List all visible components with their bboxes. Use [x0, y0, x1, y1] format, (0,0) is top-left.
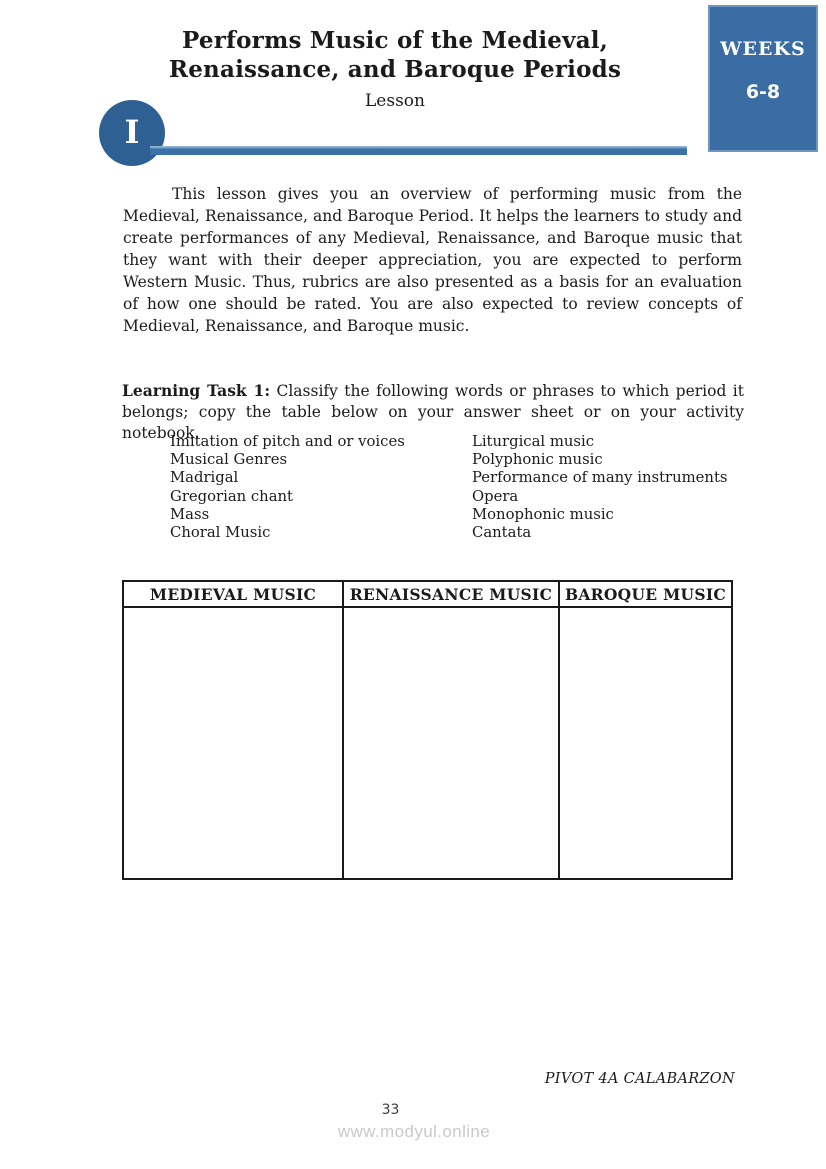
word-bank-item: Liturgical music: [472, 433, 595, 450]
word-bank-item: Musical Genres: [170, 451, 288, 469]
classification-table: [122, 580, 733, 880]
weeks-badge: [708, 5, 818, 152]
word-bank-item: Cantata: [472, 524, 532, 542]
learning-task-text: Classify the following words or phrases to which period it belongs; copy the table below on your answer sheet or on your activity notebook.: [122, 382, 744, 442]
word-bank-item: Mass: [170, 505, 210, 523]
page-title-line-1: Performs Music of the Medieval,: [182, 27, 608, 54]
word-bank-item: Performance of many instruments: [472, 469, 728, 487]
answer-cell-baroque: [559, 607, 732, 879]
table-header-medieval: MEDIEVAL MUSIC: [123, 581, 343, 607]
weeks-badge-label: WEEKS: [720, 38, 806, 60]
word-bank-right-column: [472, 433, 752, 542]
table-header-renaissance: RENAISSANCE MUSIC: [343, 581, 559, 607]
word-bank-item: Madrigal: [170, 469, 239, 487]
word-bank-item: Opera: [472, 487, 519, 505]
answer-cell-medieval: [123, 607, 343, 879]
table-header-baroque: BAROQUE MUSIC: [559, 581, 732, 607]
lesson-number-label: I: [124, 113, 140, 151]
word-bank-item: Monophonic music: [472, 505, 614, 523]
header-divider-rule: [150, 146, 687, 155]
weeks-badge-range: 6-8: [745, 81, 781, 103]
table-header-row: [123, 581, 732, 607]
word-bank-item: Gregorian chant: [170, 487, 294, 505]
word-bank-left-column: [170, 433, 472, 542]
word-bank-item: Polyphonic music: [472, 451, 603, 469]
lesson-number-circle: [99, 100, 165, 166]
word-bank: [170, 433, 752, 542]
lesson-subtitle: Lesson: [365, 91, 425, 111]
answer-cell-renaissance: [343, 607, 559, 879]
footer-source-label: PIVOT 4A CALABARZON: [544, 1071, 735, 1087]
word-bank-item: Imitation of pitch and or voices: [170, 433, 405, 450]
learning-task-label: Learning Task 1:: [122, 381, 271, 400]
word-bank-item: Choral Music: [170, 524, 271, 542]
intro-paragraph: This lesson gives you an overview of performing music from the Medieval, Renaissance, and Baroque Period. It helps the learners to study and create performances of any Medieval, Renaissance, and Baroque music that they want with their deeper appreciation, you are expected to perform Western Music. Thus, rubrics are also presented as a basis for an evaluation of how one should be rated. You are also expected to review concepts of Medieval, Renaissance, and Baroque music.: [123, 185, 742, 335]
watermark-url: www.modyul.online: [337, 1122, 491, 1141]
page-title-line-2: Renaissance, and Baroque Periods: [168, 56, 622, 83]
header: [110, 26, 680, 112]
page-number: 33: [381, 1102, 400, 1118]
table-answer-row: [123, 607, 732, 879]
